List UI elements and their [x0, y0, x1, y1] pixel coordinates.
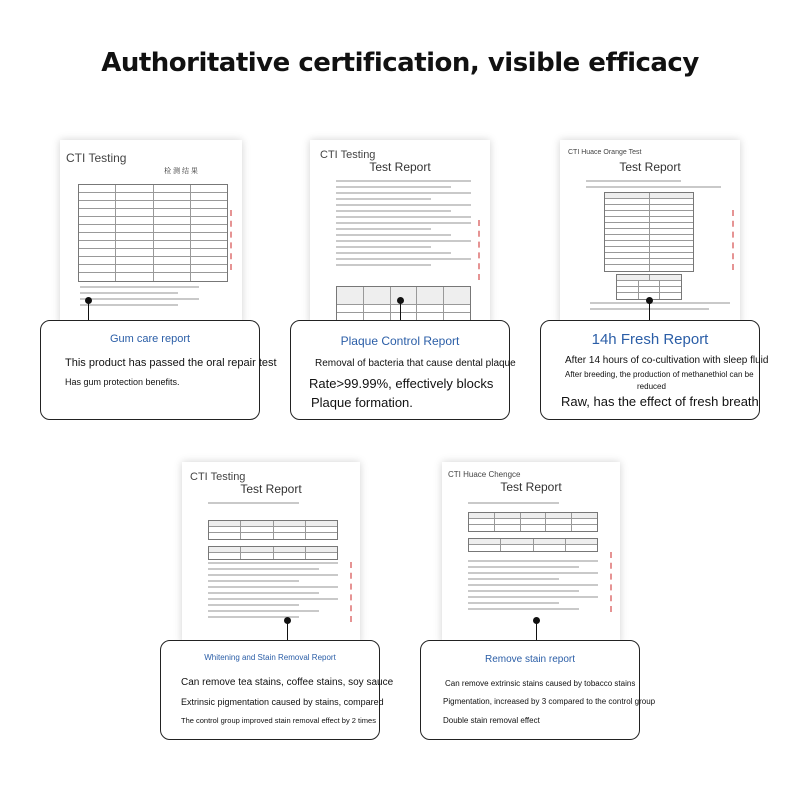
document-title: Test Report [500, 480, 562, 494]
document-table [336, 286, 471, 322]
document-brand: CTI Testing [320, 149, 376, 161]
whitening-card [160, 640, 394, 740]
card-line: After breeding, the production of methanethiol can be [565, 370, 754, 379]
document-brand: CTI Testing [66, 151, 127, 165]
card-line: This product has passed the oral repair test [65, 357, 277, 369]
card-line: The control group improved stain removal effect by 2 times [181, 716, 376, 725]
document-title: Test Report [619, 160, 681, 174]
card-title: Whitening and Stain Removal Report [204, 653, 336, 662]
card-title: Remove stain report [484, 654, 576, 665]
card-line: Has gum protection benefits. [65, 377, 180, 387]
document-text-lines [208, 562, 338, 622]
seal-stamp [230, 210, 240, 270]
card-line: Can remove tea stains, coffee stains, soy sauce [181, 677, 394, 688]
document-table [604, 192, 694, 272]
seal-stamp [610, 552, 620, 612]
card-line: Removal of bacteria that cause dental plaque [315, 358, 516, 369]
gum-care-card [40, 320, 277, 420]
seal-stamp [732, 210, 740, 270]
document-text-lines [590, 302, 730, 314]
plaque-control-card [290, 320, 516, 420]
document-brand: CTI Huace Orange Test [568, 149, 642, 156]
card-line: After 14 hours of co-cultivation with sleep fluid [565, 355, 769, 366]
document-table [468, 512, 598, 532]
document-table [208, 520, 338, 540]
stain-report-document [442, 462, 620, 644]
whitening-report-document [182, 462, 360, 644]
document-title: Test Report [240, 482, 302, 496]
card-line: Plaque formation. [311, 395, 413, 410]
seal-stamp [350, 562, 360, 622]
card-line: Double stain removal effect [443, 716, 540, 725]
document-text-lines [468, 502, 598, 508]
document-brand: CTI Testing [190, 471, 246, 483]
fresh-breath-card [540, 320, 769, 420]
card-line: Can remove extrinsic stains caused by tobacco stains [445, 679, 636, 688]
document-table [208, 546, 338, 560]
document-text-lines [80, 286, 220, 310]
seal-stamp [478, 220, 488, 280]
document-text-lines [336, 180, 471, 270]
card-line: Rate>99.99%, effectively blocks [309, 376, 494, 391]
document-table [468, 538, 598, 552]
card-line: reduced [637, 382, 666, 391]
document-text-lines [586, 180, 721, 192]
document-table [78, 184, 228, 282]
card-title: Plaque Control Report [340, 334, 460, 348]
card-title: 14h Fresh Report [591, 331, 709, 348]
card-title: Gum care report [109, 333, 191, 345]
document-brand: CTI Huace Chengce [448, 470, 521, 479]
card-line: Pigmentation, increased by 3 compared to the control group [443, 697, 656, 706]
document-title: 检 测 结 果 [164, 168, 198, 175]
page-headline: Authoritative certification, visible efficacy [101, 48, 699, 78]
document-text-lines [468, 560, 598, 614]
stain-removal-card [420, 640, 656, 740]
document-text-lines [208, 502, 338, 508]
card-line: Extrinsic pigmentation caused by stains, compared [181, 697, 384, 707]
document-title: Test Report [369, 160, 431, 174]
card-line: Raw, has the effect of fresh breath [561, 394, 759, 409]
